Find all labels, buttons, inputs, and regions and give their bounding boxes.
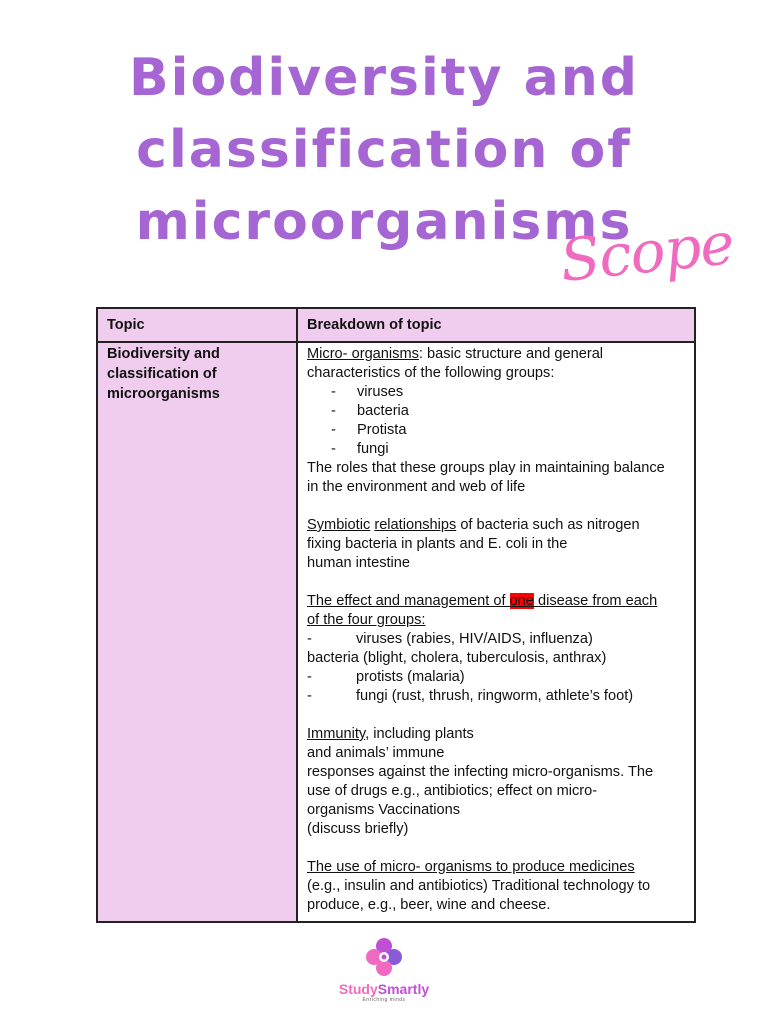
title-line-3: microorganisms — [135, 192, 633, 252]
group-label: bacteria — [357, 403, 409, 419]
dash-icon: - — [331, 422, 336, 438]
highlighted-word: one — [509, 593, 534, 609]
use-line-1: The use of micro- organisms to produce medicines — [307, 859, 635, 875]
group-item — [307, 421, 685, 440]
brand-name — [334, 981, 434, 997]
symbiotic-text: of bacteria such as nitrogen — [456, 517, 640, 533]
topic-cell — [97, 342, 297, 922]
breakdown-cell — [297, 342, 695, 922]
topic-line: Biodiversity and — [107, 346, 220, 362]
immunity-line-2: and animals’ immune — [307, 745, 445, 761]
micro-text-2: characteristics of the following groups: — [307, 365, 555, 381]
brand-name-b: Smartly — [377, 981, 430, 997]
immunity-line-1 — [307, 725, 685, 744]
table-header-row — [97, 308, 695, 342]
paragraph-gap — [307, 497, 685, 516]
symbiotic-word: Symbiotic — [307, 517, 371, 533]
title-line-1: Biodiversity and — [128, 48, 639, 108]
immunity-line-3: responses against the infecting micro-organisms. The — [307, 764, 654, 780]
symbiotic-line-3: human intestine — [307, 555, 411, 571]
dash-icon: - — [307, 688, 312, 704]
disease-bacteria: bacteria (blight, cholera, tuberculosis, anthrax) — [307, 650, 607, 666]
header-topic: Topic — [97, 308, 297, 342]
group-item — [307, 383, 685, 402]
disease-item — [307, 687, 685, 706]
effect-text-a: The effect and management of — [307, 593, 510, 609]
brand-tagline: Enriching minds — [362, 997, 406, 1003]
group-label: Protista — [357, 422, 407, 438]
effect-line-1 — [307, 592, 685, 611]
use-line-3: produce, e.g., beer, wine and cheese. — [307, 897, 551, 913]
header-breakdown: Breakdown of topic — [297, 308, 695, 342]
disease-item — [307, 668, 685, 687]
disease-fungi: fungi (rust, thrush, ringworm, athlete’s foot) — [356, 688, 634, 704]
topic-line: microorganisms — [107, 386, 220, 402]
relationships-word: relationships — [374, 517, 457, 533]
immunity-line-4: use of drugs e.g., antibiotics; effect on micro- — [307, 783, 598, 799]
paragraph-gap — [307, 573, 685, 592]
micro-heading: Micro- organisms — [307, 346, 419, 362]
micro-line-1 — [307, 345, 685, 364]
title-line-2: classification of — [136, 120, 632, 180]
group-label: viruses — [357, 384, 404, 400]
paragraph-gap — [307, 706, 685, 725]
immunity-word: Immunity — [307, 726, 366, 742]
group-item — [307, 440, 685, 459]
immunity-line-6: (discuss briefly) — [307, 821, 409, 837]
immunity-line-5: organisms Vaccinations — [307, 802, 461, 818]
scope-accent: Scope — [556, 209, 737, 295]
brand-name-a: Study — [338, 981, 378, 997]
scope-table — [96, 307, 696, 923]
roles-text-2: in the environment and web of life — [307, 479, 526, 495]
disease-protists: protists (malaria) — [356, 669, 465, 685]
effect-text-b: disease from each — [533, 593, 658, 609]
dash-icon: - — [331, 441, 336, 457]
topic-line: classification of — [107, 366, 217, 382]
symbiotic-line-1 — [307, 516, 685, 535]
immunity-text: , including plants — [365, 726, 474, 742]
dash-icon: - — [307, 669, 312, 685]
symbiotic-line-2: fixing bacteria in plants and E. coli in the — [307, 536, 568, 552]
group-label: fungi — [357, 441, 389, 457]
studysmartly-logo — [334, 936, 434, 1003]
use-line-2: (e.g., insulin and antibiotics) Traditional technology to — [307, 878, 651, 894]
flower-logo-icon — [364, 936, 404, 978]
paragraph-gap — [307, 839, 685, 858]
dash-icon: - — [331, 384, 336, 400]
group-item — [307, 402, 685, 421]
dash-icon: - — [331, 403, 336, 419]
micro-text-1: : basic structure and general — [418, 346, 604, 362]
disease-item — [307, 630, 685, 649]
roles-text-1: The roles that these groups play in maintaining balance — [307, 460, 665, 476]
effect-line-2: of the four groups: — [307, 612, 426, 628]
dash-icon: - — [307, 631, 312, 647]
table-row — [97, 342, 695, 922]
disease-viruses: viruses (rabies, HIV/AIDS, influenza) — [356, 631, 593, 647]
